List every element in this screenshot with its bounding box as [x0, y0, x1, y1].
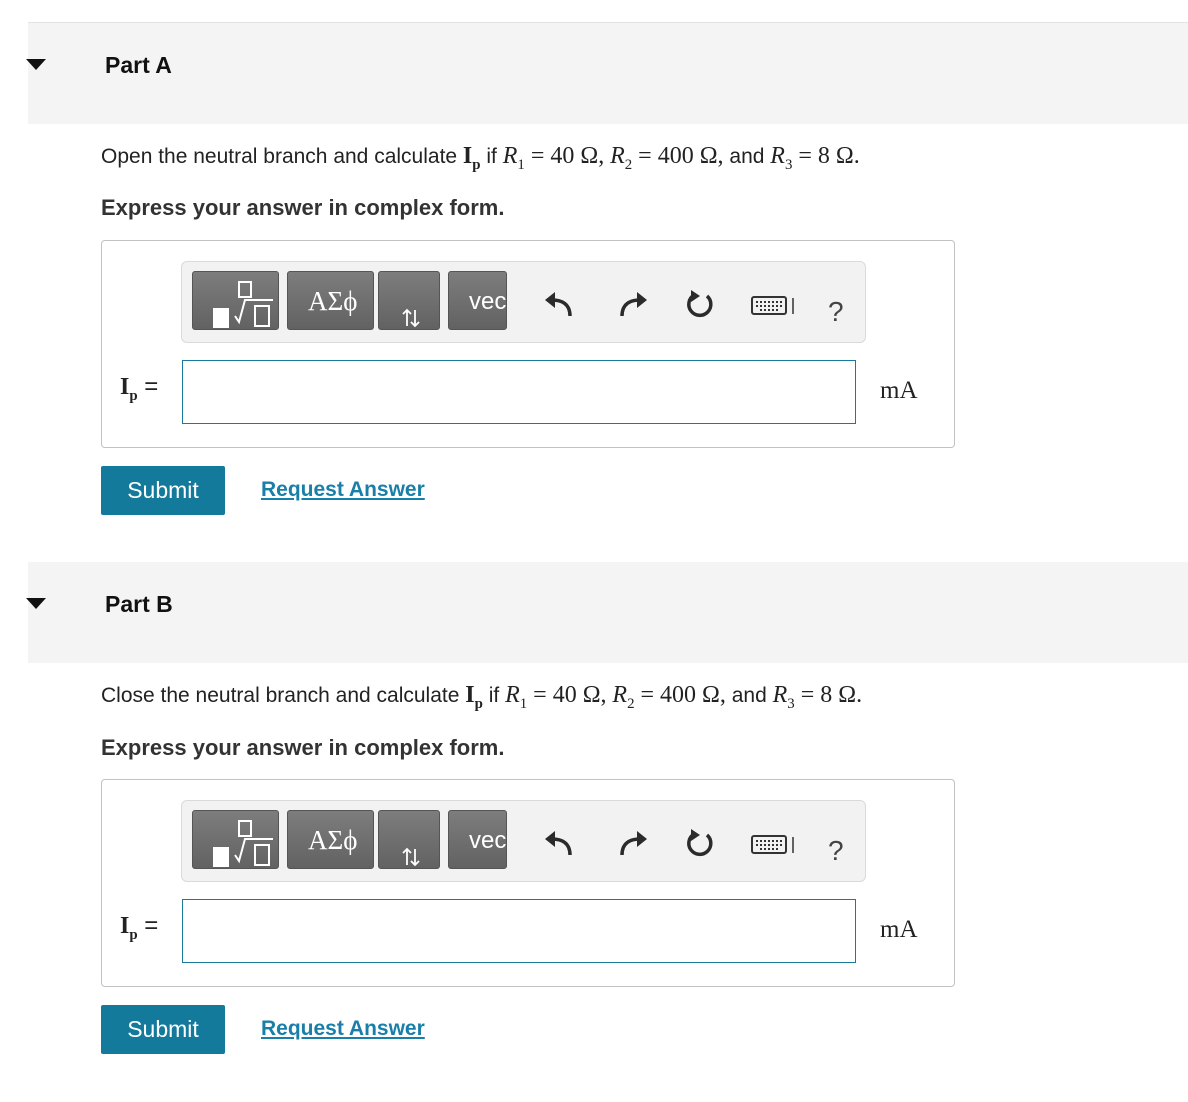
keyboard-icon[interactable] [750, 827, 800, 861]
arrows-button[interactable] [378, 271, 440, 330]
part-a-instruction: Express your answer in complex form. [101, 195, 505, 220]
target-symbol: $I_p$ [462, 143, 481, 173]
part-a-title: Part A [105, 52, 172, 78]
vector-button[interactable]: vec [448, 271, 507, 330]
math-toolbar [181, 800, 866, 882]
reset-icon[interactable] [683, 827, 717, 861]
answer-variable-label: $I_p$ = [120, 912, 159, 943]
math-toolbar [181, 261, 866, 343]
unit-label: mA [880, 916, 918, 943]
arrows-icon [379, 272, 439, 329]
submit-button[interactable]: Submit [101, 1005, 225, 1054]
answer-input[interactable] [182, 360, 856, 424]
collapse-caret-icon[interactable] [26, 59, 46, 70]
vector-button[interactable]: vec [448, 810, 507, 869]
request-answer-link[interactable]: Request Answer [261, 478, 425, 501]
r2-expression: $R_2 = 400$ Ω, [610, 143, 724, 173]
r1-expression: $R_1 = 40$ Ω, [502, 143, 605, 173]
submit-button[interactable]: Submit [101, 466, 225, 515]
part-b-question [101, 682, 862, 713]
question-lead: Close the neutral branch and calculate [101, 684, 460, 707]
arrows-icon [379, 811, 439, 868]
undo-icon[interactable] [542, 288, 576, 322]
and-word: and [731, 684, 767, 707]
r3-expression: $R_3 = 8$ Ω. [770, 143, 860, 173]
redo-icon[interactable] [616, 827, 650, 861]
help-icon[interactable]: ? [828, 835, 844, 866]
greek-symbols-button[interactable]: ΑΣϕ [287, 271, 374, 330]
if-word: if [488, 684, 500, 707]
redo-icon[interactable] [616, 288, 650, 322]
r3-expression: $R_3 = 8$ Ω. [772, 682, 863, 712]
collapse-caret-icon[interactable] [26, 598, 46, 609]
help-icon[interactable]: ? [828, 296, 844, 327]
part-b-title: Part B [105, 591, 173, 617]
part-a-answer-box [101, 240, 955, 448]
unit-label: mA [880, 377, 918, 404]
part-b-header[interactable] [28, 562, 1188, 663]
answer-input[interactable] [182, 899, 856, 963]
keyboard-icon[interactable] [750, 288, 800, 322]
templates-icon [193, 272, 278, 329]
reset-icon[interactable] [683, 288, 717, 322]
templates-icon [193, 811, 278, 868]
if-word: if [486, 145, 497, 168]
r2-expression: $R_2 = 400$ Ω, [612, 682, 726, 712]
target-symbol: $I_p$ [465, 682, 483, 712]
request-answer-link[interactable]: Request Answer [261, 1017, 425, 1040]
question-lead: Open the neutral branch and calculate [101, 145, 458, 168]
templates-button[interactable] [192, 271, 279, 330]
part-b-answer-box [101, 779, 955, 987]
undo-icon[interactable] [542, 827, 576, 861]
greek-symbols-button[interactable]: ΑΣϕ [287, 810, 374, 869]
r1-expression: $R_1 = 40$ Ω, [505, 682, 607, 712]
arrows-button[interactable] [378, 810, 440, 869]
part-a-header[interactable] [28, 23, 1188, 124]
templates-button[interactable] [192, 810, 279, 869]
and-word: and [729, 145, 765, 168]
answer-variable-label: $I_p$ = [120, 373, 159, 404]
part-b-instruction: Express your answer in complex form. [101, 735, 505, 760]
part-a-question [101, 143, 860, 174]
